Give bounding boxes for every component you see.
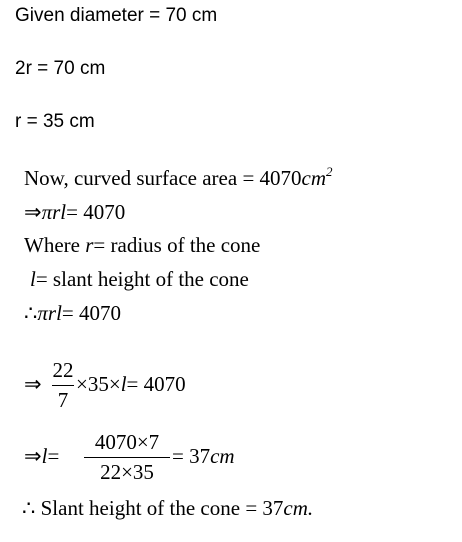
csa-exponent: 2 bbox=[326, 164, 333, 179]
therefore-symbol: ∴ bbox=[24, 301, 38, 325]
fraction-22-7-bar bbox=[52, 385, 74, 386]
l-definition: = slant height of the cone bbox=[35, 267, 249, 291]
step3-arrow: ⇒ bbox=[24, 444, 42, 468]
slant-height-definition-line bbox=[30, 267, 249, 291]
step3-l: l bbox=[41, 444, 48, 468]
final-unit: cm. bbox=[283, 496, 314, 520]
given-diameter-line: Given diameter = 70 cm bbox=[15, 5, 218, 26]
therefore-rhs: = 4070 bbox=[61, 301, 121, 325]
where-line bbox=[24, 233, 260, 257]
r-variable: r bbox=[85, 233, 94, 257]
step3-lhs bbox=[24, 444, 59, 468]
csa-equals: = 4070 bbox=[242, 166, 302, 190]
fraction-22x35-denominator: 22×35 bbox=[100, 460, 154, 484]
fraction-4070x7-numerator: 4070×7 bbox=[94, 430, 160, 454]
l-variable: l bbox=[30, 267, 36, 291]
final-equals: = 37 bbox=[245, 496, 284, 520]
step1-line bbox=[24, 200, 125, 224]
final-therefore-symbol: ∴ bbox=[22, 496, 36, 520]
radius-definition: = radius of the cone bbox=[93, 233, 261, 257]
therefore-pi-r-l: πrl bbox=[37, 301, 62, 325]
radius-line: r = 35 cm bbox=[15, 111, 95, 132]
final-text: Slant height of the cone bbox=[40, 496, 241, 520]
step3-unit: cm bbox=[210, 444, 235, 468]
step2-rest bbox=[76, 372, 186, 396]
fraction-4070x7-bar bbox=[84, 457, 170, 458]
step2-arrow: ⇒ bbox=[24, 372, 42, 396]
step2-l: l bbox=[120, 372, 127, 396]
therefore-line bbox=[24, 301, 121, 325]
step2-rhs: = 4070 bbox=[126, 372, 186, 396]
times-35: ×35× bbox=[76, 372, 121, 396]
two-r-line: 2r = 70 cm bbox=[15, 58, 106, 79]
implies-arrow: ⇒ bbox=[24, 200, 42, 224]
step3-rhs: = 37 bbox=[172, 444, 211, 468]
csa-unit: cm bbox=[301, 166, 327, 190]
step1-rhs: = 4070 bbox=[66, 200, 126, 224]
final-answer-line bbox=[22, 496, 313, 520]
step3-equals: = bbox=[47, 444, 60, 468]
pi-r-l: πrl bbox=[41, 200, 67, 224]
curved-surface-area-line bbox=[24, 166, 333, 193]
csa-prefix: Now, curved surface area bbox=[24, 166, 238, 190]
where-label: Where bbox=[24, 233, 80, 257]
fraction-22-numerator: 22 bbox=[52, 358, 74, 382]
fraction-7-denominator: 7 bbox=[57, 388, 69, 412]
step3-result bbox=[172, 444, 235, 468]
